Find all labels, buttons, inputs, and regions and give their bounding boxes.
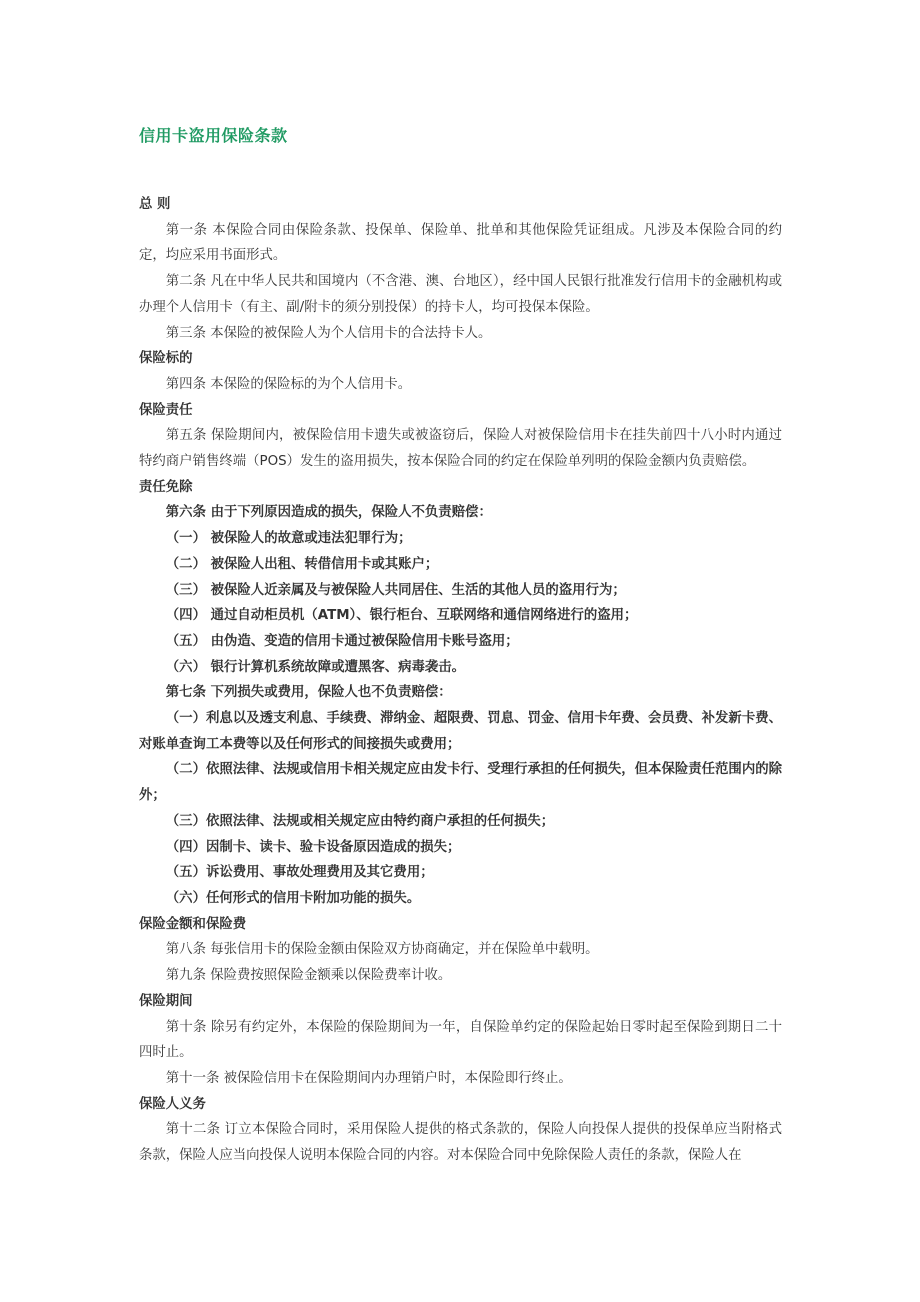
section-heading: 保险责任 [139, 402, 193, 418]
section-heading: 总 则 [139, 197, 171, 212]
clause-paragraph: 第七条 下列损失或费用，保险人也不负责赔偿： [165, 685, 452, 701]
clause-paragraph: 第十二条 订立本保险合同时，采用保险人提供的格式条款的，保险人向投保人提供的投保单应当附格式条款，保险人应当向投保人说明本保险合同的内容。对本保险合同中免除保险人责任的条款，保险人在 [139, 1122, 782, 1164]
clause-paragraph: 第五条 保险期间内，被保险信用卡遗失或被盗窃后，保险人对被保险信用卡在挂失前四十八小时内通过特约商户销售终端（POS）发生的盗用损失，按本保险合同的约定在保险单列明的保险金额内负责赔偿。 [139, 428, 782, 470]
exclusion-item: （二） 被保险人出租、转借信用卡或其账户； [165, 556, 439, 572]
exclusion-item: （三） 被保险人近亲属及与被保险人共同居住、生活的其他人员的盗用行为； [165, 582, 626, 598]
exclusion-item: （一）利息以及透支利息、手续费、滞纳金、超限费、罚息、罚金、信用卡年费、会员费、补发新卡费、对账单查询工本费等以及任何形式的间接损失或费用； [139, 711, 782, 752]
clause-paragraph: 第一条 本保险合同由保险条款、投保单、保险单、批单和其他保险凭证组成。凡涉及本保险合同的约定，均应采用书面形式。 [139, 222, 782, 264]
exclusion-item: （一） 被保险人的故意或违法犯罪行为； [165, 531, 412, 547]
clause-paragraph: 第二条 凡在中华人民共和国境内（不含港、澳、台地区），经中国人民银行批准发行信用卡的金融机构或办理个人信用卡（有主、副/附卡的须分别投保）的持卡人，均可投保本保险。 [139, 274, 782, 315]
section-heading: 保险标的 [139, 351, 193, 367]
document-title: 信用卡盗用保险条款 [139, 126, 288, 145]
section-heading: 保险人义务 [139, 1096, 206, 1112]
section-heading: 保险期间 [139, 993, 193, 1009]
clause-paragraph: 第六条 由于下列原因造成的损失，保险人不负责赔偿： [165, 505, 492, 521]
section-heading: 保险金额和保险费 [139, 916, 247, 932]
clause-paragraph: 第十一条 被保险信用卡在保险期间内办理销户时，本保险即行终止。 [165, 1070, 572, 1086]
clause-paragraph: 第八条 每张信用卡的保险金额由保险双方协商确定，并在保险单中载明。 [165, 942, 599, 958]
clause-paragraph: 第九条 保险费按照保险金额乘以保险费率计收。 [165, 968, 452, 984]
exclusion-item: （四） 通过自动柜员机（ATM）、银行柜台、互联网络和通信网络进行的盗用； [165, 608, 638, 624]
exclusion-item: （五） 由伪造、变造的信用卡通过被保险信用卡账号盗用； [165, 633, 519, 649]
section-heading: 责任免除 [139, 479, 193, 495]
exclusion-item: （四）因制卡、读卡、验卡设备原因造成的损失； [165, 839, 461, 855]
exclusion-item: （五）诉讼费用、事故处理费用及其它费用； [165, 865, 434, 881]
document-body [139, 192, 782, 1169]
exclusion-item: （三）依照法律、法规或相关规定应由特约商户承担的任何损失； [165, 813, 555, 829]
clause-paragraph: 第十条 除另有约定外，本保险的保险期间为一年，自保险单约定的保险起始日零时起至保险到期日二十四时止。 [139, 1019, 782, 1061]
exclusion-item: （六） 银行计算机系统故障或遭黑客、病毒袭击。 [165, 659, 466, 675]
clause-paragraph: 第三条 本保险的被保险人为个人信用卡的合法持卡人。 [165, 325, 492, 341]
clause-paragraph: 第四条 本保险的保险标的为个人信用卡。 [165, 376, 412, 392]
exclusion-item: （二）依照法律、法规或信用卡相关规定应由发卡行、受理行承担的任何损失，但本保险责任范围内的除外； [139, 762, 782, 804]
exclusion-item: （六）任何形式的信用卡附加功能的损失。 [165, 890, 421, 906]
